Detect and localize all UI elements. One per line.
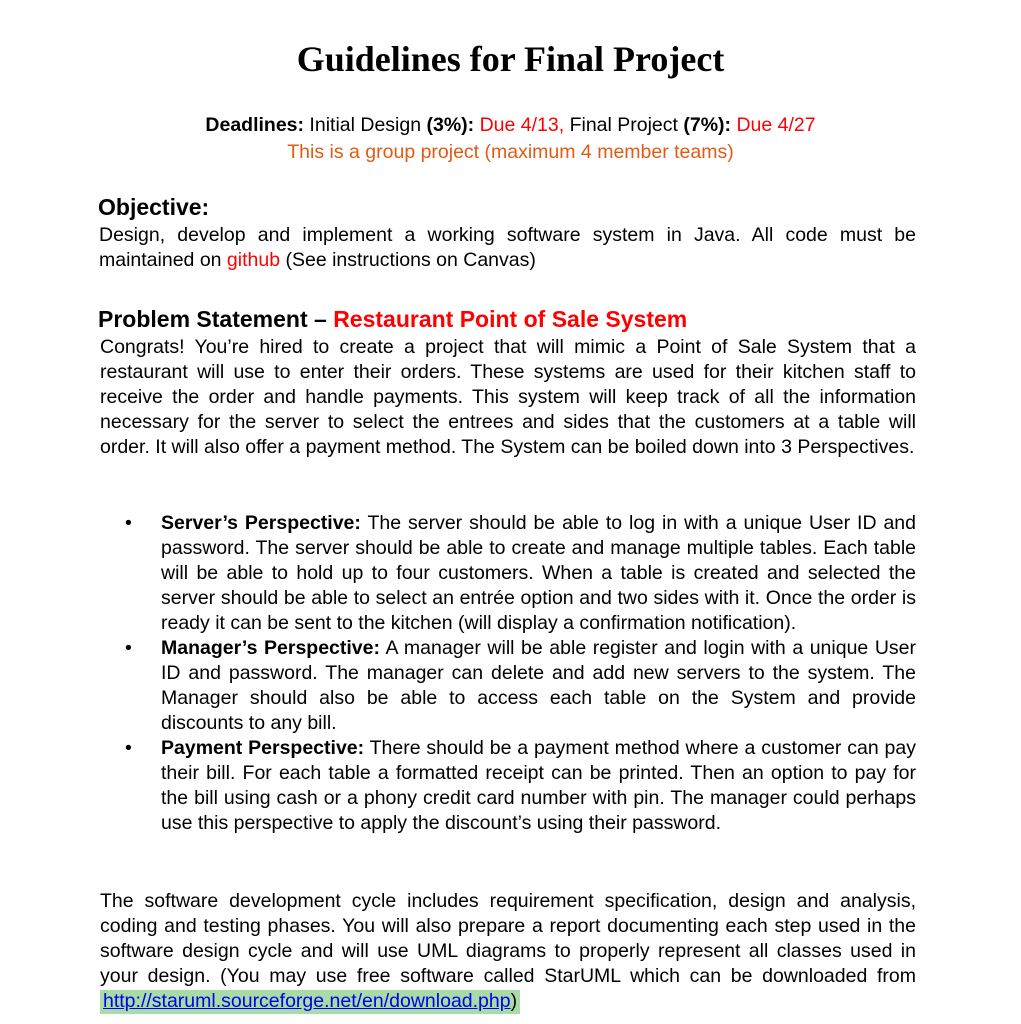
bullet-icon: • bbox=[125, 737, 132, 759]
deadlines-label: Deadlines: bbox=[205, 114, 305, 136]
closing-paragraph bbox=[100, 889, 916, 1014]
initial-design-label: Initial Design bbox=[304, 114, 427, 136]
objective-text-main: Design, develop and implement a working software system in Java. All code must be maintained on bbox=[99, 224, 916, 271]
page-title: Guidelines for Final Project bbox=[296, 39, 725, 79]
group-project-note: This is a group project (maximum 4 member teams) bbox=[287, 141, 734, 163]
objective-text-end: (See instructions on Canvas) bbox=[280, 249, 536, 271]
problem-statement-heading bbox=[98, 306, 687, 333]
problem-heading-prefix: Problem Statement – bbox=[98, 306, 334, 332]
final-project-due: Due 4/27 bbox=[731, 114, 816, 136]
objective-text bbox=[99, 223, 916, 273]
bullet-icon: • bbox=[125, 637, 132, 659]
payment-perspective-text: There should be a payment method where a customer can pay their bill. For each table a formatted receipt can be printed. Then an option to pay for the bill using cash or a phony credit card number with pin. The manager could perhaps use this perspective to apply the discount’s using their password. bbox=[161, 737, 916, 834]
github-link[interactable]: github bbox=[226, 249, 281, 271]
objective-heading: Objective: bbox=[98, 194, 210, 220]
deadlines-line bbox=[0, 112, 1021, 139]
initial-design-weight: (3%): bbox=[426, 114, 475, 136]
list-item bbox=[120, 736, 916, 836]
final-project-weight: (7%): bbox=[683, 114, 732, 136]
manager-perspective-text: A manager will be able register and login with a unique User ID and password. The manager can delete and add new servers to the system. The Manager should also be able to access each table on the System and provide discounts to any bill. bbox=[161, 637, 916, 734]
staruml-link-highlight bbox=[100, 990, 520, 1014]
problem-heading-title: Restaurant Point of Sale System bbox=[333, 306, 688, 332]
initial-design-due: Due 4/13, bbox=[474, 114, 565, 136]
manager-perspective-label: Manager’s Perspective: bbox=[161, 637, 380, 659]
deadlines-block bbox=[0, 112, 1021, 166]
closing-paren: ) bbox=[510, 990, 518, 1012]
server-perspective-label: Server’s Perspective: bbox=[161, 512, 361, 534]
staruml-download-link[interactable]: http://staruml.sourceforge.net/en/download.php bbox=[103, 990, 511, 1012]
payment-perspective-label: Payment Perspective: bbox=[161, 737, 365, 759]
server-perspective-text: The server should be able to log in with a unique User ID and password. The server should be able to create and manage multiple tables. Each table will be able to hold up to four customers. When a table is created and selected the server should be able to select an entrée option and two sides with it. Once the order is ready it can be sent to the kitchen (will display a confirmation notification). bbox=[161, 512, 916, 634]
perspectives-list bbox=[120, 511, 916, 836]
closing-text: The software development cycle includes requirement specification, design and analysis, coding and testing phases. You will also prepare a report documenting each step used in the software design cycle and will use UML diagrams to properly represent all classes used in your design. (You may use free software called StarUML which can be downloaded from bbox=[100, 890, 916, 987]
list-item bbox=[120, 636, 916, 736]
problem-statement-text: Congrats! You’re hired to create a project that will mimic a Point of Sale System that a restaurant will use to enter their orders. These systems are used for their kitchen staff to receive the order and handle payments. This system will keep track of all the information necessary for the server to select the entrees and sides that the customers at a table will order. It will also offer a payment method. The System can be boiled down into 3 Perspectives. bbox=[100, 336, 916, 458]
bullet-icon: • bbox=[125, 512, 132, 534]
final-project-label: Final Project bbox=[564, 114, 684, 136]
list-item bbox=[120, 511, 916, 636]
